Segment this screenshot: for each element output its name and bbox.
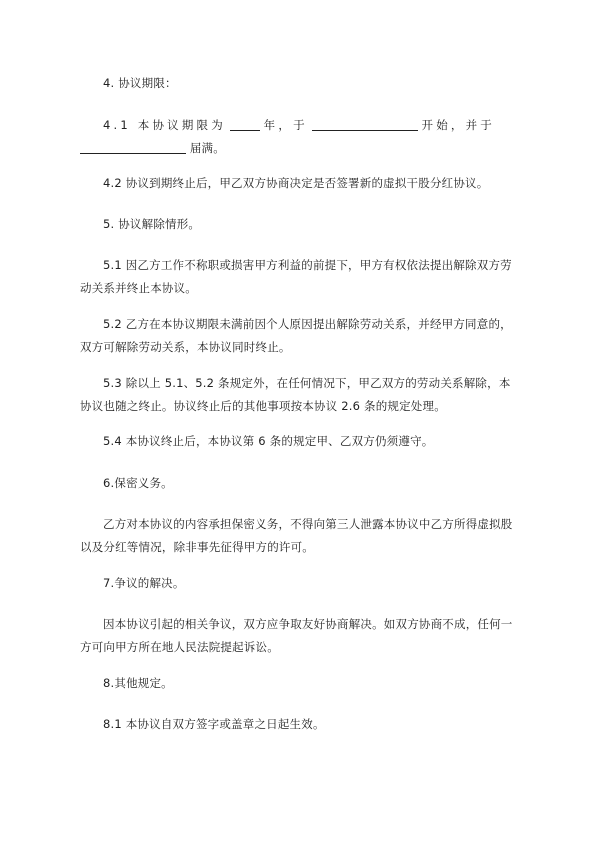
- section-5-1-line-2: 动关系并终止本协议。: [80, 281, 197, 295]
- section-7-line-1: 因本协议引起的相关争议，双方应争取友好协商解决。如双方协商不成，任何一: [103, 617, 513, 631]
- section-4-1-text-a: 4.1 本协议期限为: [103, 118, 226, 132]
- blank-end-date: [80, 139, 186, 154]
- section-5-2-line-1: 5.2 乙方在本协议期限未满前因个人原因提出解除劳动关系，并经甲方同意的，: [103, 317, 512, 331]
- section-4-1-text-d: 届满。: [189, 141, 225, 155]
- section-5-2-line-2: 双方可解除劳动关系，本协议同时终止。: [80, 340, 291, 354]
- section-5-heading: 5. 协议解除情形。: [103, 217, 201, 231]
- section-6-heading: 6.保密义务。: [103, 476, 173, 490]
- section-5-3-line-2: 协议也随之终止。协议终止后的其他事项按本协议 2.6 条的规定处理。: [80, 399, 446, 413]
- section-4-2-paragraph: 4.2 协议到期终止后，甲乙双方协商决定是否签署新的虚拟干股分红协议。: [103, 176, 489, 190]
- section-5-2-paragraph: [80, 313, 520, 359]
- section-7-body: [80, 613, 520, 659]
- blank-start-date: [312, 116, 418, 131]
- section-4-heading: 4. 协议期限：: [103, 76, 177, 90]
- section-5-3-paragraph: [80, 372, 520, 418]
- section-5-4-paragraph: 5.4 本协议终止后，本协议第 6 条的规定甲、乙双方仍须遵守。: [103, 434, 434, 448]
- section-6-line-1: 乙方对本协议的内容承担保密义务，不得向第三人泄露本协议中乙方所得虚拟股: [103, 517, 513, 531]
- section-6-line-2: 以及分红等情况，除非事先征得甲方的许可。: [80, 540, 314, 554]
- section-8-1-paragraph: 8.1 本协议自双方签字或盖章之日起生效。: [103, 717, 325, 731]
- section-5-1-line-1: 5.1 因乙方工作不称职或损害甲方利益的前提下，甲方有权依法提出解除双方劳: [103, 258, 512, 272]
- section-8-heading: 8.其他规定。: [103, 676, 173, 690]
- section-7-line-2: 方可向甲方所在地人民法院提起诉讼。: [80, 640, 279, 654]
- blank-years: [230, 116, 260, 131]
- section-7-heading: 7.争议的解决。: [103, 576, 185, 590]
- section-6-body: [80, 513, 520, 559]
- section-4-1-paragraph: [80, 114, 520, 160]
- section-5-3-line-1: 5.3 除以上 5.1、5.2 条规定外，在任何情况下，甲乙双方的劳动关系解除，本: [103, 376, 511, 390]
- section-5-1-paragraph: [80, 254, 520, 300]
- section-4-1-text-b: 年，于: [263, 118, 308, 132]
- section-4-1-text-c: 开始，并于: [421, 118, 495, 132]
